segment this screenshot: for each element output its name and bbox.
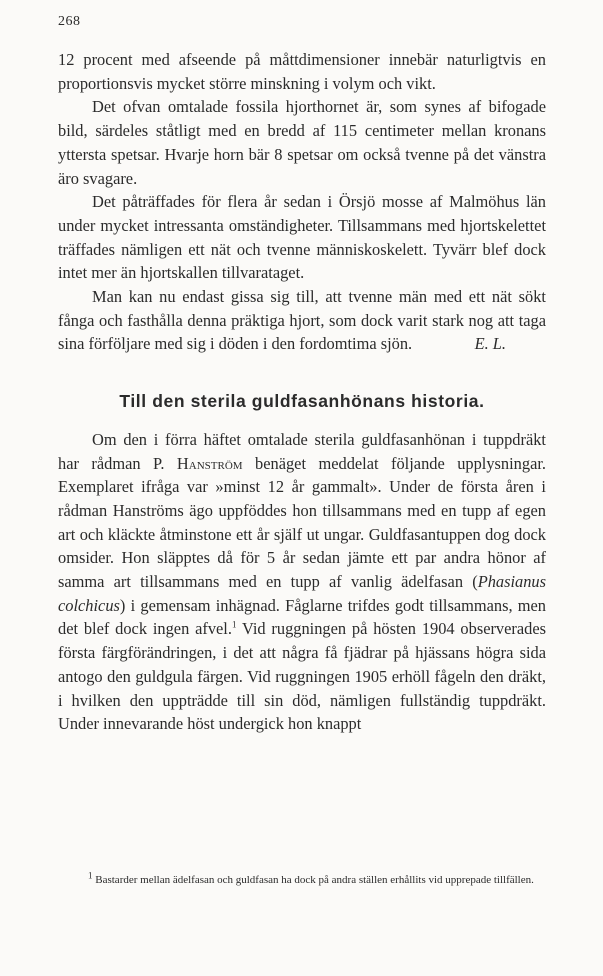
paragraph-4-text: Man kan nu endast gissa sig till, att tvenne män med ett nät sökt fånga och fasthålla denna präktiga hjort, som dock varit stark nog att taga sina förföljare med sig i döden i den fordomtima sjön.	[58, 287, 546, 354]
paragraph-1: 12 procent med afseende på måttdimensioner innebär naturligtvis en proportionsvis mycket större minskning i volym och vikt.	[58, 50, 546, 93]
signature: E. L.	[474, 334, 506, 354]
person-name: Hanström	[176, 453, 243, 473]
article-text-2: benäget meddelat följande upplysningar. Exemplaret ifråga var »minst 12 år gammalt». Under de första åren i rådman Hanströms ägo uppföddes hon tillsammans med en tupp af egen art och kläckte åtminstone ett år själf ut ungar. Guldfasantuppen dog dock omsider. Hon släpptes då för 5 år sedan jämte ett par andra hönor af samma art tillsammans med en tupp af vanlig ädelfasan (	[58, 453, 546, 592]
paragraph-2: Det ofvan omtalade fossila hjorthornet är, som synes af bifogade bild, särdeles ståtligt med en bredd af 115 centimeter mellan kronans yttersta spetsar. Hvarje horn bär 8 spetsar om också tvenne på det vänstra äro svagare.	[58, 97, 546, 188]
article-text-1: Om den i förra häftet omtalade sterila guldfasanhönan i tuppdräkt har rådman P.	[58, 429, 546, 473]
footnote-reference: 1	[231, 620, 237, 630]
footnote	[74, 872, 546, 889]
article-paragraph	[58, 428, 546, 736]
paragraph-4	[58, 285, 546, 356]
article-heading: Till den sterila guldfasanhönans historia.	[119, 391, 485, 412]
species-name: Phasianus colchicus	[58, 572, 546, 615]
footnote-mark: 1	[88, 870, 93, 881]
body-text	[58, 48, 546, 736]
article-text-4: Vid ruggningen på hösten 1904 observerades första färgförändringen, i det att några få fjädrar på hjässans högra sida antogo den guldgula färgen. Vid ruggningen 1905 erhöll fågeln den dräkt, i hvilken den uppträdde till sin död, nämligen fullständig tuppdräkt. Under innevarande höst undergick hon knappt	[58, 619, 546, 734]
article-text-3: ) i gemensam inhägnad. Fåglarne trifdes godt tillsammans, men det blef dock ingen afvel.	[58, 595, 546, 639]
page-number: 268	[58, 14, 81, 29]
paragraph-3: Det påträffades för flera år sedan i Örsjö mosse af Malmöhus län under mycket intressanta omständigheter. Tillsammans med hjortskelettet träffades nämligen ett nät och tvenne människoskelett. Tyvärr blef dock intet mer än hjortskallen tillvarataget.	[58, 192, 546, 283]
footnote-text: Bastarder mellan ädelfasan och guldfasan ha dock på andra ställen erhållits vid upprepade tillfällen.	[92, 874, 534, 886]
